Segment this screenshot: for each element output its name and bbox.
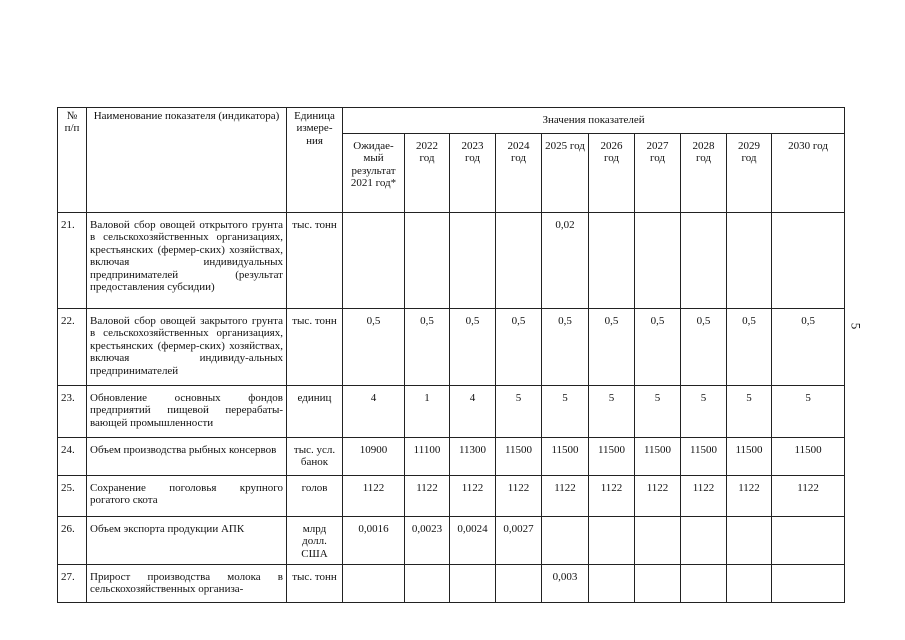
row-value: 1122 [450, 476, 496, 517]
header-col-2: 2023 год [450, 134, 496, 213]
row-unit: тыс. тонн [287, 309, 343, 386]
row-value [681, 517, 727, 565]
row-value: 5 [542, 386, 589, 438]
row-value [635, 213, 681, 309]
row-value [589, 565, 635, 603]
page-number: 5 [848, 322, 864, 330]
table-row [58, 565, 845, 603]
row-value: 5 [589, 386, 635, 438]
row-num: 23. [58, 386, 87, 438]
row-value [772, 517, 845, 565]
row-value: 0,5 [589, 309, 635, 386]
header-col-8: 2029 год [727, 134, 772, 213]
row-value [405, 213, 450, 309]
row-unit: тыс. усл. банок [287, 438, 343, 476]
row-name: Прирост производства молока в сельскохозяйственных организа- [87, 565, 287, 603]
row-value [635, 565, 681, 603]
row-value: 4 [343, 386, 405, 438]
header-col-9: 2030 год [772, 134, 845, 213]
row-num: 27. [58, 565, 87, 603]
row-value: 11500 [635, 438, 681, 476]
table-row [58, 213, 845, 309]
table-row [58, 517, 845, 565]
header-col-3: 2024 год [496, 134, 542, 213]
row-value: 10900 [343, 438, 405, 476]
row-value: 5 [681, 386, 727, 438]
header-col-0: Ожидае-мый результат 2021 год* [343, 134, 405, 213]
row-value: 0,5 [681, 309, 727, 386]
row-value [589, 517, 635, 565]
row-value: 1122 [681, 476, 727, 517]
row-value: 5 [496, 386, 542, 438]
row-value: 0,5 [772, 309, 845, 386]
row-value: 1122 [343, 476, 405, 517]
row-value: 11300 [450, 438, 496, 476]
row-value [635, 517, 681, 565]
row-value: 0,5 [496, 309, 542, 386]
row-value: 0,5 [343, 309, 405, 386]
table-row [58, 309, 845, 386]
row-name: Обновление основных фондов предприятий пищевой перерабаты-вающей промышленности [87, 386, 287, 438]
row-value: 11100 [405, 438, 450, 476]
row-value: 1122 [405, 476, 450, 517]
row-value: 0,5 [635, 309, 681, 386]
row-num: 25. [58, 476, 87, 517]
row-unit: голов [287, 476, 343, 517]
table-row [58, 438, 845, 476]
row-value: 1122 [727, 476, 772, 517]
row-value: 0,0024 [450, 517, 496, 565]
row-value: 0,5 [405, 309, 450, 386]
row-value: 0,003 [542, 565, 589, 603]
row-value: 5 [635, 386, 681, 438]
row-value: 0,5 [542, 309, 589, 386]
row-value: 11500 [589, 438, 635, 476]
row-value: 5 [727, 386, 772, 438]
row-value [450, 213, 496, 309]
row-value: 1122 [542, 476, 589, 517]
row-num: 26. [58, 517, 87, 565]
row-value: 0,5 [450, 309, 496, 386]
row-value: 0,02 [542, 213, 589, 309]
row-value: 1122 [635, 476, 681, 517]
row-value: 5 [772, 386, 845, 438]
row-name: Сохранение поголовья крупного рогатого скота [87, 476, 287, 517]
row-value: 1122 [496, 476, 542, 517]
header-unit: Единица измере-ния [287, 108, 343, 213]
row-name: Валовой сбор овощей открытого грунта в сельскохозяйственных организациях, крестьянских (фермер-ских) хозяйствах, включая индивидуальных предпринимателей (результат предоставления субсидии) [87, 213, 287, 309]
row-num: 24. [58, 438, 87, 476]
row-unit: тыс. тонн [287, 213, 343, 309]
row-num: 21. [58, 213, 87, 309]
row-value: 4 [450, 386, 496, 438]
row-value [727, 517, 772, 565]
row-value [681, 213, 727, 309]
row-value [772, 213, 845, 309]
row-value [542, 517, 589, 565]
header-col-5: 2026 год [589, 134, 635, 213]
row-name: Объем производства рыбных консервов [87, 438, 287, 476]
header-num: № п/п [58, 108, 87, 213]
row-value [450, 565, 496, 603]
row-value [343, 213, 405, 309]
row-value: 1 [405, 386, 450, 438]
row-unit: единиц [287, 386, 343, 438]
row-value [343, 565, 405, 603]
header-values-group: Значения показателей [343, 108, 845, 134]
row-value: 11500 [681, 438, 727, 476]
row-value: 0,0023 [405, 517, 450, 565]
header-col-4: 2025 год [542, 134, 589, 213]
row-value: 11500 [727, 438, 772, 476]
row-value: 11500 [772, 438, 845, 476]
row-value [496, 565, 542, 603]
row-value: 11500 [542, 438, 589, 476]
row-value: 0,0016 [343, 517, 405, 565]
row-value [405, 565, 450, 603]
row-value [589, 213, 635, 309]
row-value: 11500 [496, 438, 542, 476]
header-col-7: 2028 год [681, 134, 727, 213]
row-name: Валовой сбор овощей закрытого грунта в сельскохозяйственных организациях, крестьянских (фермер-ских) хозяйствах, включая индивиду-альных предпринимателей [87, 309, 287, 386]
row-value [772, 565, 845, 603]
row-value [681, 565, 727, 603]
header-col-6: 2027 год [635, 134, 681, 213]
table-row [58, 386, 845, 438]
row-name: Объем экспорта продукции АПК [87, 517, 287, 565]
row-value: 0,5 [727, 309, 772, 386]
row-unit: млрд долл. США [287, 517, 343, 565]
row-value [727, 213, 772, 309]
row-value [727, 565, 772, 603]
table-row [58, 476, 845, 517]
row-value: 1122 [772, 476, 845, 517]
row-num: 22. [58, 309, 87, 386]
row-value: 1122 [589, 476, 635, 517]
row-unit: тыс. тонн [287, 565, 343, 603]
row-value: 0,0027 [496, 517, 542, 565]
indicators-table [57, 107, 845, 603]
header-name: Наименование показателя (индикатора) [87, 108, 287, 213]
row-value [496, 213, 542, 309]
header-col-1: 2022 год [405, 134, 450, 213]
